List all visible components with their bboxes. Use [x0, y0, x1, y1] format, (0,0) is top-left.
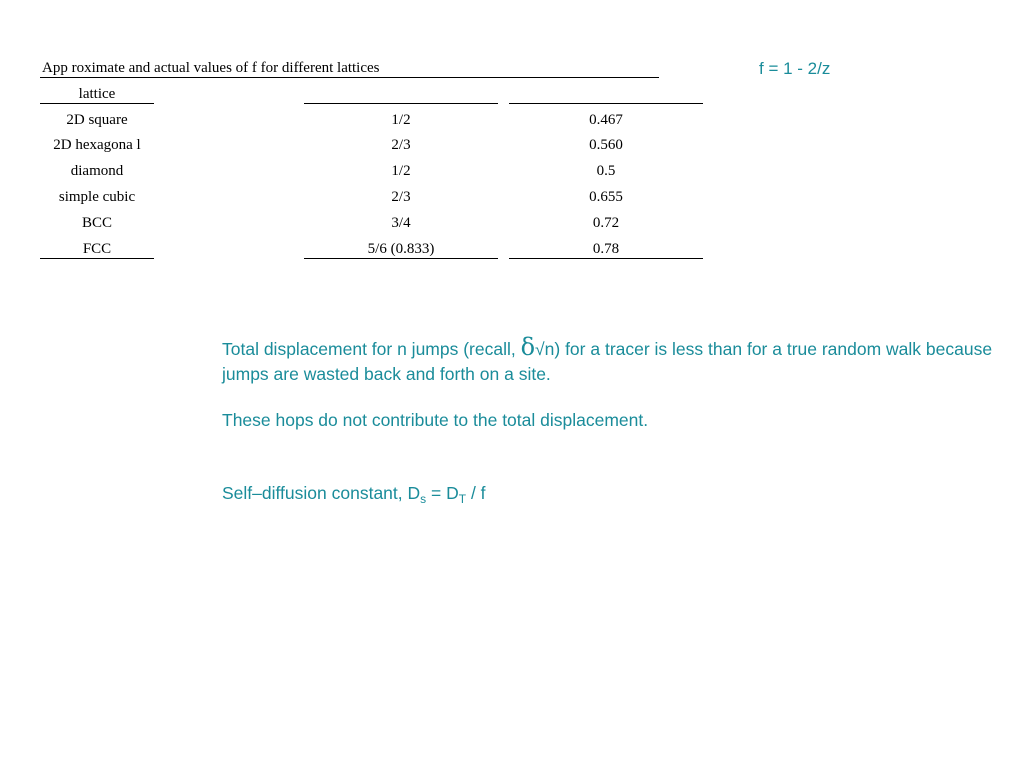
subscript-s: s — [420, 492, 427, 506]
displacement-text-start: Total displacement for n jumps (recall, — [222, 339, 521, 359]
header-lattice: lattice — [78, 86, 116, 102]
cell-approx: 5/6 (0.833) — [367, 241, 435, 257]
cell-lattice: diamond — [70, 163, 124, 179]
bottom-rule-actual — [509, 258, 703, 259]
bottom-rule-lattice — [40, 258, 154, 259]
bottom-rule-approx — [304, 258, 498, 259]
caption-underline — [40, 77, 659, 78]
header-rule-lattice — [40, 103, 154, 104]
header-rule-approx — [304, 103, 498, 104]
self-diffusion-line — [222, 481, 486, 512]
cell-actual: 0.467 — [589, 112, 623, 128]
cell-approx: 3/4 — [391, 215, 411, 231]
cell-actual: 0.560 — [589, 137, 623, 153]
subscript-t: T — [458, 492, 467, 506]
cell-actual: 0.5 — [596, 163, 616, 179]
cell-approx: 2/3 — [391, 189, 411, 205]
cell-actual: 0.78 — [592, 241, 620, 257]
cell-lattice: simple cubic — [58, 189, 136, 205]
self-diffusion-prefix: Self–diffusion constant, D — [222, 483, 421, 503]
self-diffusion-mid: = D — [426, 483, 459, 503]
cell-lattice: 2D hexagona l — [53, 137, 141, 153]
table-caption: App roximate and actual values of f for different lattices — [42, 60, 380, 76]
cell-actual: 0.655 — [589, 189, 623, 205]
header-rule-actual — [509, 103, 703, 104]
cell-lattice: 2D square — [66, 112, 128, 128]
delta-symbol: δ — [520, 333, 536, 361]
cell-approx: 1/2 — [391, 163, 411, 179]
formula: f = 1 - 2/z — [759, 59, 831, 78]
cell-approx: 1/2 — [391, 112, 411, 128]
hops-paragraph: These hops do not contribute to the total displacement. — [222, 410, 649, 430]
cell-lattice: FCC — [82, 241, 112, 257]
displacement-text-end: √n) for a tracer is less than for a true random walk because jumps are wasted back and forth on a site. — [222, 339, 993, 384]
self-diffusion-suffix: / f — [466, 483, 486, 503]
displacement-paragraph — [222, 335, 1002, 387]
cell-actual: 0.72 — [592, 215, 620, 231]
cell-approx: 2/3 — [391, 137, 411, 153]
cell-lattice: BCC — [81, 215, 112, 231]
